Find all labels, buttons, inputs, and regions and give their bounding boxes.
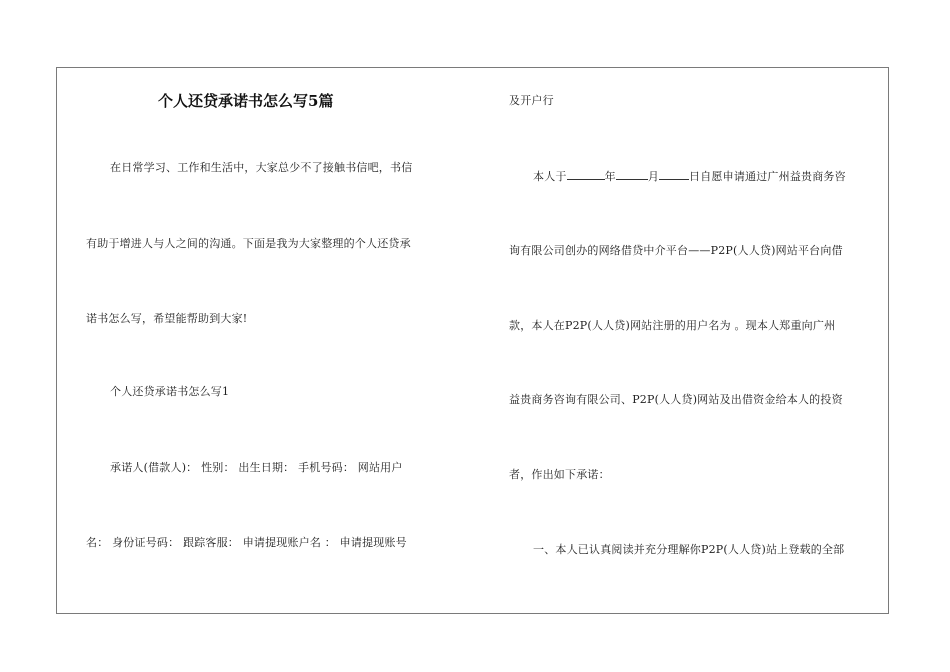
right-line-3: 询有限公司创办的网络借贷中介平台——P2P(人人贷)网站平台向借 xyxy=(509,244,843,257)
left-paragraph-1-line-3: 诺书怎么写，希望能帮助到大家! xyxy=(86,312,248,325)
right-line-5: 益贵商务咨询有限公司、P2P(人人贷)网站及出借资金给本人的投资 xyxy=(509,393,843,406)
section-subheading: 个人还贷承诺书怎么写1 xyxy=(110,385,230,398)
right-line-7: 一、本人已认真阅读并充分理解你P2P(人人贷)站上登载的全部 xyxy=(533,543,845,556)
date-prefix: 本人于 xyxy=(533,170,567,183)
day-blank xyxy=(659,169,689,180)
year-blank xyxy=(567,169,605,180)
page-border xyxy=(56,67,889,614)
right-line-2 xyxy=(533,169,846,184)
month-blank xyxy=(616,169,648,180)
left-paragraph-1-line-1: 在日常学习、工作和生活中，大家总少不了接触书信吧，书信 xyxy=(110,161,413,174)
promisor-fields-line-1: 承诺人(借款人)： 性别： 出生日期： 手机号码： 网站用户 xyxy=(110,461,403,474)
left-paragraph-1-line-2: 有助于增进人与人之间的沟通。下面是我为大家整理的个人还贷承 xyxy=(86,237,411,250)
right-line-4: 款，本人在P2P(人人贷)网站注册的用户名为 。现本人郑重向广州 xyxy=(509,319,836,332)
promisor-fields-line-2: 名： 身份证号码： 跟踪客服： 申请提现账户名 ： 申请提现账号 xyxy=(86,536,407,549)
right-line-6: 者，作出如下承诺： xyxy=(509,468,610,481)
date-suffix: 日自愿申请通过广州益贵商务咨 xyxy=(689,170,846,183)
document-title: 个人还贷承诺书怎么写5篇 xyxy=(158,92,334,110)
right-line-1: 及开户行 xyxy=(509,94,554,107)
month-label: 月 xyxy=(647,170,660,183)
year-label: 年 xyxy=(604,170,616,183)
